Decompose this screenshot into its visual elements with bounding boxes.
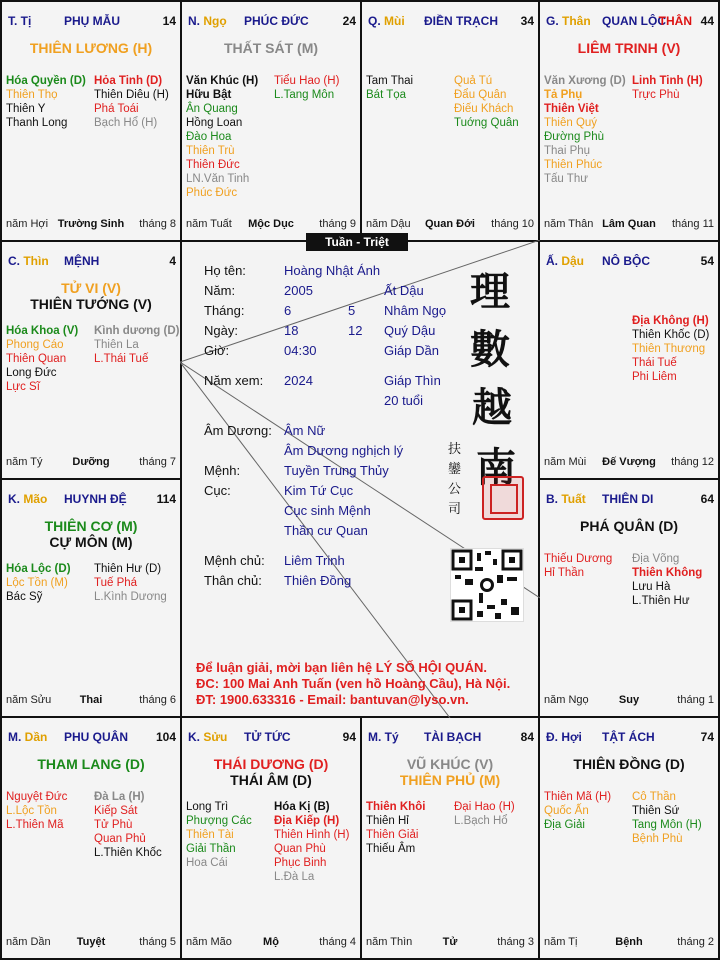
minor-stars-right xyxy=(454,800,515,828)
palace-number: 64 xyxy=(700,492,714,506)
calligraphy-char-3: 越 xyxy=(472,384,512,431)
palace-name: PHỤ MẪU xyxy=(64,14,120,28)
minor-stars-left xyxy=(6,74,86,130)
minor-star: Hóa Kị (B) xyxy=(274,801,330,813)
value-thang-canchi: Nhâm Ngọ xyxy=(384,303,447,318)
small-calli-3: 公 xyxy=(448,482,462,497)
value-nam-canchi: Ất Dậu xyxy=(384,283,424,298)
minor-star: Phi Liêm xyxy=(632,371,677,383)
palace-header xyxy=(8,492,176,508)
palace-year: năm Thìn xyxy=(366,936,413,948)
label-menh-chu: Mệnh chủ: xyxy=(204,553,265,568)
palace-number: 54 xyxy=(700,254,714,268)
minor-star: Địa Kiếp (H) xyxy=(274,815,340,827)
palace-suu[interactable] xyxy=(180,716,362,960)
palace-stem: Dậu xyxy=(561,254,585,268)
palace-stem: Mùi xyxy=(384,14,405,28)
minor-star: Phúc Đức xyxy=(186,187,238,199)
palace-header xyxy=(188,730,356,746)
minor-star: Địa Giải xyxy=(544,819,585,831)
palace-year: năm Thân xyxy=(544,218,594,230)
palace-stage: Trường Sinh xyxy=(57,218,125,230)
minor-stars-left xyxy=(6,562,71,604)
value-ho-ten: Hoàng Nhật Ánh xyxy=(284,263,381,278)
palace-footer xyxy=(544,936,714,950)
minor-star: Tấu Thư xyxy=(544,173,588,185)
palace-name: PHU QUÂN xyxy=(64,730,129,744)
palace-name: PHÚC ĐỨC xyxy=(244,14,309,28)
contact-line-3: ĐT: 1900.633316 - Email: bantuvan@lyso.vn. xyxy=(196,692,469,707)
palace-name: NÔ BỘC xyxy=(602,254,650,268)
minor-star: L.Kình Dương xyxy=(94,591,167,603)
minor-star: Thiên Trù xyxy=(186,145,235,157)
minor-star: Đường Phù xyxy=(544,131,604,143)
minor-stars-right xyxy=(94,790,162,860)
minor-star: Thiên Phúc xyxy=(544,159,603,171)
minor-star: Long Đức xyxy=(6,367,57,379)
palace-branch: K. xyxy=(188,730,204,744)
palace-footer xyxy=(544,218,714,232)
value-nam-xem: 2024 xyxy=(284,373,313,388)
value-thang-am: 5 xyxy=(348,303,356,318)
value-nam: 2005 xyxy=(284,283,313,298)
palace-year: năm Ngọ xyxy=(544,694,589,706)
minor-star: Thiên Giải xyxy=(366,829,419,841)
minor-star: L.Lộc Tồn xyxy=(6,805,57,817)
palace-name: THIÊN DI xyxy=(602,492,654,506)
palace-name: ĐIỀN TRẠCH xyxy=(424,14,498,28)
palace-footer xyxy=(186,936,356,950)
minor-stars-right xyxy=(632,314,709,384)
palace-stage: Đế Vượng xyxy=(602,456,656,468)
minor-star: Quan Phủ xyxy=(94,833,146,845)
minor-stars-right xyxy=(274,74,339,102)
minor-star: Thiên Hư (D) xyxy=(94,563,162,575)
minor-star: Địa Võng xyxy=(632,553,680,565)
minor-star: Thiếu Dương xyxy=(544,553,613,565)
minor-star: Thiên La xyxy=(94,339,139,351)
minor-star: Lực Sĩ xyxy=(6,381,40,393)
minor-star: Đào Hoa xyxy=(186,131,232,143)
palace-branch: M. xyxy=(8,730,25,744)
main-star: THIÊN TƯỚNG (V) xyxy=(30,296,152,312)
minor-star: Hỏa Tinh (D) xyxy=(94,75,163,87)
palace-header xyxy=(8,14,176,30)
palace-month: tháng 6 xyxy=(139,694,176,706)
palace-name: TỬ TỨC xyxy=(244,730,291,744)
palace-stem: Sửu xyxy=(203,730,228,744)
minor-star: Kiếp Sát xyxy=(94,805,138,817)
palace-year: năm Dần xyxy=(6,936,51,948)
palace-header xyxy=(8,254,176,270)
minor-stars-right xyxy=(274,800,349,884)
palace-stem: Mão xyxy=(23,492,48,506)
main-star: THIÊN LƯƠNG (H) xyxy=(29,40,153,56)
palace-month: tháng 7 xyxy=(139,456,176,468)
minor-star: Thiên Đức xyxy=(186,159,240,171)
value-cuc-sinh: Cục sinh Mệnh xyxy=(284,503,371,518)
minor-star: Phong Cáo xyxy=(6,339,64,351)
palace-stage: Thai xyxy=(79,694,103,706)
palace-mui[interactable] xyxy=(360,0,540,242)
minor-star: L.Bạch Hổ xyxy=(454,815,508,827)
minor-star: Hóa Quyền (D) xyxy=(6,75,86,87)
minor-stars-right xyxy=(632,790,702,846)
palace-month: tháng 9 xyxy=(319,218,356,230)
palace-name: MỆNH xyxy=(64,254,100,268)
value-than-cu: Thần cư Quan xyxy=(284,523,368,538)
palace-stage: Quan Đới xyxy=(425,218,475,230)
palace-month: tháng 8 xyxy=(139,218,176,230)
minor-star: Lộc Tồn (M) xyxy=(6,577,68,589)
minor-star: Thiên Mã (H) xyxy=(544,791,612,803)
palace-branch: G. xyxy=(546,14,563,28)
minor-star: Bác Sỹ xyxy=(6,591,43,603)
palace-footer xyxy=(366,936,534,950)
minor-star: Thiên Quan xyxy=(6,353,67,365)
palace-dau[interactable] xyxy=(538,240,720,480)
tuan-triet-label: Tuần - Triệt xyxy=(306,233,408,251)
qr-code-icon[interactable] xyxy=(450,548,524,622)
palace-ty[interactable] xyxy=(0,0,182,242)
minor-star: L.Thiên Khốc xyxy=(94,847,162,859)
minor-star: Phượng Các xyxy=(186,815,252,827)
palace-header xyxy=(546,254,714,270)
palace-number: 104 xyxy=(155,730,176,744)
minor-star: Nguyệt Đức xyxy=(6,791,68,803)
minor-star: Tuế Phá xyxy=(94,577,138,589)
value-gio: 04:30 xyxy=(284,343,317,358)
palace-stem: Thìn xyxy=(23,254,49,268)
palace-mao[interactable] xyxy=(0,478,182,718)
palace-number: 24 xyxy=(342,14,356,28)
minor-star: Tiểu Hao (H) xyxy=(274,75,340,87)
palace-footer xyxy=(544,456,714,470)
main-star: PHÁ QUÂN (D) xyxy=(580,518,678,534)
palace-stem: Tuất xyxy=(561,492,586,506)
palace-header xyxy=(368,730,534,746)
minor-star: Thiên Y xyxy=(6,103,46,115)
palace-footer xyxy=(366,218,534,232)
value-tuoi: 20 tuổi xyxy=(384,393,424,408)
minor-star: Quốc Ấn xyxy=(544,805,589,817)
label-nam-xem: Năm xem: xyxy=(204,373,264,388)
minor-star: Văn Khúc (H) xyxy=(186,75,259,87)
minor-star: Thiên Sứ xyxy=(632,805,680,817)
minor-stars-right xyxy=(632,552,702,608)
label-ngay: Ngày: xyxy=(204,323,238,338)
minor-star: Quan Phù xyxy=(274,843,326,855)
value-ngay-am: 12 xyxy=(348,323,363,338)
main-star: THẤT SÁT (M) xyxy=(223,40,319,56)
minor-stars-left xyxy=(366,74,413,102)
minor-star: Thiên Thương xyxy=(632,343,706,355)
label-ho-ten: Họ tên: xyxy=(204,263,246,278)
label-cuc: Cục: xyxy=(204,483,231,498)
minor-stars-left xyxy=(544,74,626,186)
palace-year: năm Tý xyxy=(6,456,43,468)
minor-star: Phá Toái xyxy=(94,103,139,115)
minor-stars-left xyxy=(544,790,611,832)
minor-star: Lưu Hà xyxy=(632,581,671,593)
palace-branch: M. Tý xyxy=(368,730,399,744)
label-thang: Tháng: xyxy=(204,303,245,318)
value-am-duong-ly: Âm Dương nghịch lý xyxy=(284,443,404,458)
minor-stars-left xyxy=(6,324,78,394)
contact-line-2: ĐC: 100 Mai Anh Tuấn (ven hồ Hoàng Cầu), Hà Nội. xyxy=(196,676,511,691)
palace-month: tháng 2 xyxy=(677,936,714,948)
small-calli-1: 扶 xyxy=(448,442,462,457)
palace-stage: Mộc Dục xyxy=(248,218,294,230)
minor-star: Thiên Quý xyxy=(544,117,598,129)
minor-star: Phục Binh xyxy=(274,857,327,869)
value-am-duong: Âm Nữ xyxy=(284,423,326,438)
palace-number: 114 xyxy=(156,492,176,506)
label-than-chu: Thân chủ: xyxy=(204,573,262,588)
minor-star: Thiên Thọ xyxy=(6,89,58,101)
label-menh: Mệnh: xyxy=(204,463,241,478)
minor-star: Hóa Lộc (D) xyxy=(6,563,71,575)
label-nam: Năm: xyxy=(204,283,236,298)
palace-stem: Dần xyxy=(24,730,48,744)
palace-name: TẬT ÁCH xyxy=(602,730,655,744)
palace-branch: Đ. Hợi xyxy=(546,730,582,744)
palace-ty2[interactable] xyxy=(360,716,540,960)
palace-stage: Lâm Quan xyxy=(602,218,656,230)
contact-line-1: Để luận giải, mời bạn liên hệ LÝ SỐ HỘI QUÁN. xyxy=(196,660,487,675)
palace-thin[interactable] xyxy=(0,240,182,480)
minor-star: Thiên Không xyxy=(632,567,703,579)
palace-dan[interactable] xyxy=(0,716,182,960)
calligraphy-char-1: 理 xyxy=(470,268,510,315)
minor-star: LN.Văn Tinh xyxy=(186,173,250,185)
minor-star: Hoa Cái xyxy=(186,857,228,869)
palace-year: năm Hợi xyxy=(6,218,49,230)
than-marker: THÂN xyxy=(658,14,692,28)
minor-star: Thanh Long xyxy=(6,117,68,129)
palace-number: 94 xyxy=(342,730,356,744)
minor-stars-left xyxy=(6,790,67,832)
minor-star: Thiếu Âm xyxy=(366,843,416,855)
palace-footer xyxy=(544,694,714,708)
value-menh-chu: Liêm Trinh xyxy=(284,553,345,568)
palace-header xyxy=(546,14,714,30)
palace-year: năm Mùi xyxy=(544,456,587,468)
minor-star: L.Đà La xyxy=(274,871,315,883)
palace-footer xyxy=(6,456,176,470)
palace-stage: Tử xyxy=(442,936,458,948)
main-star: VŨ KHÚC (V) xyxy=(406,756,494,772)
palace-stage: Tuyệt xyxy=(76,936,106,948)
small-calli-4: 司 xyxy=(448,502,462,517)
minor-star: Thiên Khốc (D) xyxy=(632,329,710,341)
main-star: CỰ MÔN (M) xyxy=(49,534,133,550)
red-seal-stamp xyxy=(482,476,524,520)
minor-star: Đại Hao (H) xyxy=(454,801,515,813)
minor-star: Bạch Hổ (H) xyxy=(94,117,158,129)
minor-star: Đẩu Quân xyxy=(454,89,507,101)
minor-star: Thiên Tài xyxy=(186,829,234,841)
minor-stars-left xyxy=(186,74,258,200)
palace-month: tháng 3 xyxy=(497,936,534,948)
value-menh: Tuyền Trung Thủy xyxy=(284,463,389,478)
minor-star: Điếu Khách xyxy=(454,103,514,115)
palace-year: năm Mão xyxy=(186,936,232,948)
main-star: THAM LANG (D) xyxy=(37,756,145,772)
palace-than[interactable] xyxy=(538,0,720,242)
minor-star: L.Thiên Hư xyxy=(632,595,690,607)
minor-star: L.Thiên Mã xyxy=(6,819,64,831)
palace-year: năm Tuất xyxy=(186,218,232,230)
minor-star: Hữu Bật xyxy=(186,89,232,101)
palace-stage: Bệnh xyxy=(615,936,643,948)
minor-star: Kình dương (D) xyxy=(94,325,180,337)
calligraphy-char-2: 數 xyxy=(470,326,510,373)
palace-year: năm Tị xyxy=(544,936,578,948)
minor-star: Tuớng Quân xyxy=(454,117,519,129)
minor-star: Trực Phù xyxy=(632,89,680,101)
minor-stars-right xyxy=(454,74,519,130)
palace-branch: C. xyxy=(8,254,24,268)
palace-number: 44 xyxy=(700,14,714,28)
label-am-duong: Âm Dương: xyxy=(204,423,272,438)
minor-stars-left xyxy=(366,800,425,856)
palace-ngo[interactable] xyxy=(180,0,362,242)
palace-number: 34 xyxy=(520,14,534,28)
value-than-chu: Thiên Đồng xyxy=(284,573,352,588)
minor-star: Tam Thai xyxy=(366,75,414,87)
main-star: THIÊN PHỦ (M) xyxy=(399,772,501,788)
minor-star: Hồng Loan xyxy=(186,117,243,129)
value-ngay: 18 xyxy=(284,323,299,338)
palace-month: tháng 12 xyxy=(671,456,714,468)
palace-name: QUAN LỘC xyxy=(602,14,666,28)
palace-branch: Q. xyxy=(368,14,385,28)
minor-star: Ân Quang xyxy=(186,103,238,115)
minor-stars-right xyxy=(632,74,703,102)
main-star: THIÊN ĐỒNG (D) xyxy=(573,756,685,772)
palace-branch: B. xyxy=(546,492,562,506)
palace-header xyxy=(546,492,714,508)
minor-star: Quả Tú xyxy=(454,75,493,87)
palace-month: tháng 4 xyxy=(319,936,356,948)
main-star: TỬ VI (V) xyxy=(61,280,121,296)
minor-star: Thiên Khôi xyxy=(366,801,426,813)
palace-footer xyxy=(6,936,176,950)
minor-star: L.Thái Tuế xyxy=(94,353,149,365)
palace-name: TÀI BẠCH xyxy=(424,730,482,744)
value-cuc: Kim Tứ Cục xyxy=(284,483,354,498)
main-star: THÁI DƯƠNG (D) xyxy=(213,756,329,772)
main-star: LIÊM TRINH (V) xyxy=(577,40,681,56)
minor-star: Hỉ Thần xyxy=(544,567,585,579)
palace-tuat[interactable] xyxy=(538,478,720,718)
minor-star: Văn Xương (D) xyxy=(544,75,626,87)
palace-branch: T. Tị xyxy=(8,14,32,28)
minor-star: Long Trì xyxy=(186,801,229,813)
palace-hoi[interactable] xyxy=(538,716,720,960)
palace-year: năm Sửu xyxy=(6,694,52,706)
minor-star: Thái Tuế xyxy=(632,357,677,369)
palace-footer xyxy=(186,218,356,232)
palace-number: 4 xyxy=(169,254,176,268)
minor-star: Thiên Hỉ xyxy=(366,815,409,827)
palace-stem: Ngọ xyxy=(203,14,227,28)
minor-star: Giải Thần xyxy=(186,843,236,855)
palace-footer xyxy=(6,218,176,232)
value-gio-canchi: Giáp Dần xyxy=(384,343,439,358)
palace-year: năm Dậu xyxy=(366,218,411,230)
value-nam-xem-canchi: Giáp Thìn xyxy=(384,373,441,388)
label-gio: Giờ: xyxy=(204,343,230,358)
calligraphy-char-4: 南 xyxy=(476,444,516,491)
minor-star: Tang Môn (H) xyxy=(632,819,702,831)
minor-stars-left xyxy=(544,552,612,580)
palace-branch: Ấ. xyxy=(546,254,562,268)
palace-stage: Suy xyxy=(618,694,640,706)
minor-star: Tả Phụ xyxy=(544,89,583,101)
minor-star: Bát Tọa xyxy=(366,89,407,101)
value-ngay-canchi: Quý Dậu xyxy=(384,323,436,338)
palace-stage: Dưỡng xyxy=(72,456,110,468)
minor-star: Thiên Hình (H) xyxy=(274,829,350,841)
palace-branch: N. xyxy=(188,14,204,28)
minor-star: Hóa Khoa (V) xyxy=(6,325,79,337)
palace-number: 84 xyxy=(520,730,534,744)
palace-header xyxy=(546,730,714,746)
minor-stars-right xyxy=(94,74,169,130)
minor-stars-left xyxy=(186,800,252,870)
minor-star: Cô Thần xyxy=(632,791,676,803)
palace-month: tháng 1 xyxy=(677,694,714,706)
minor-stars-right xyxy=(94,324,179,366)
minor-star: L.Tang Môn xyxy=(274,89,335,101)
palace-branch: K. xyxy=(8,492,24,506)
palace-month: tháng 5 xyxy=(139,936,176,948)
value-thang: 6 xyxy=(284,303,292,318)
palace-stage: Mộ xyxy=(263,936,279,948)
palace-month: tháng 11 xyxy=(671,218,714,230)
minor-stars-right xyxy=(94,562,167,604)
minor-star: Thai Phụ xyxy=(544,145,591,157)
center-info-panel xyxy=(180,240,540,718)
minor-star: Bệnh Phù xyxy=(632,833,683,845)
main-star: THÁI ÂM (D) xyxy=(230,772,312,788)
palace-stem: Thân xyxy=(562,14,591,28)
palace-number: 14 xyxy=(162,14,176,28)
palace-header xyxy=(8,730,176,746)
small-calli-2: 鑾 xyxy=(448,462,462,477)
palace-header xyxy=(368,14,534,30)
minor-star: Linh Tinh (H) xyxy=(632,75,703,87)
palace-header xyxy=(188,14,356,30)
minor-star: Địa Không (H) xyxy=(632,315,709,327)
minor-star: Thiên Việt xyxy=(544,103,599,115)
minor-star: Tử Phù xyxy=(94,819,133,831)
palace-month: tháng 10 xyxy=(491,218,534,230)
palace-number: 74 xyxy=(700,730,714,744)
palace-name: HUYNH ĐỆ xyxy=(64,492,127,506)
palace-footer xyxy=(6,694,176,708)
minor-star: Thiên Diêu (H) xyxy=(94,89,169,101)
minor-star: Đà La (H) xyxy=(94,791,145,803)
main-star: THIÊN CƠ (M) xyxy=(44,518,138,534)
